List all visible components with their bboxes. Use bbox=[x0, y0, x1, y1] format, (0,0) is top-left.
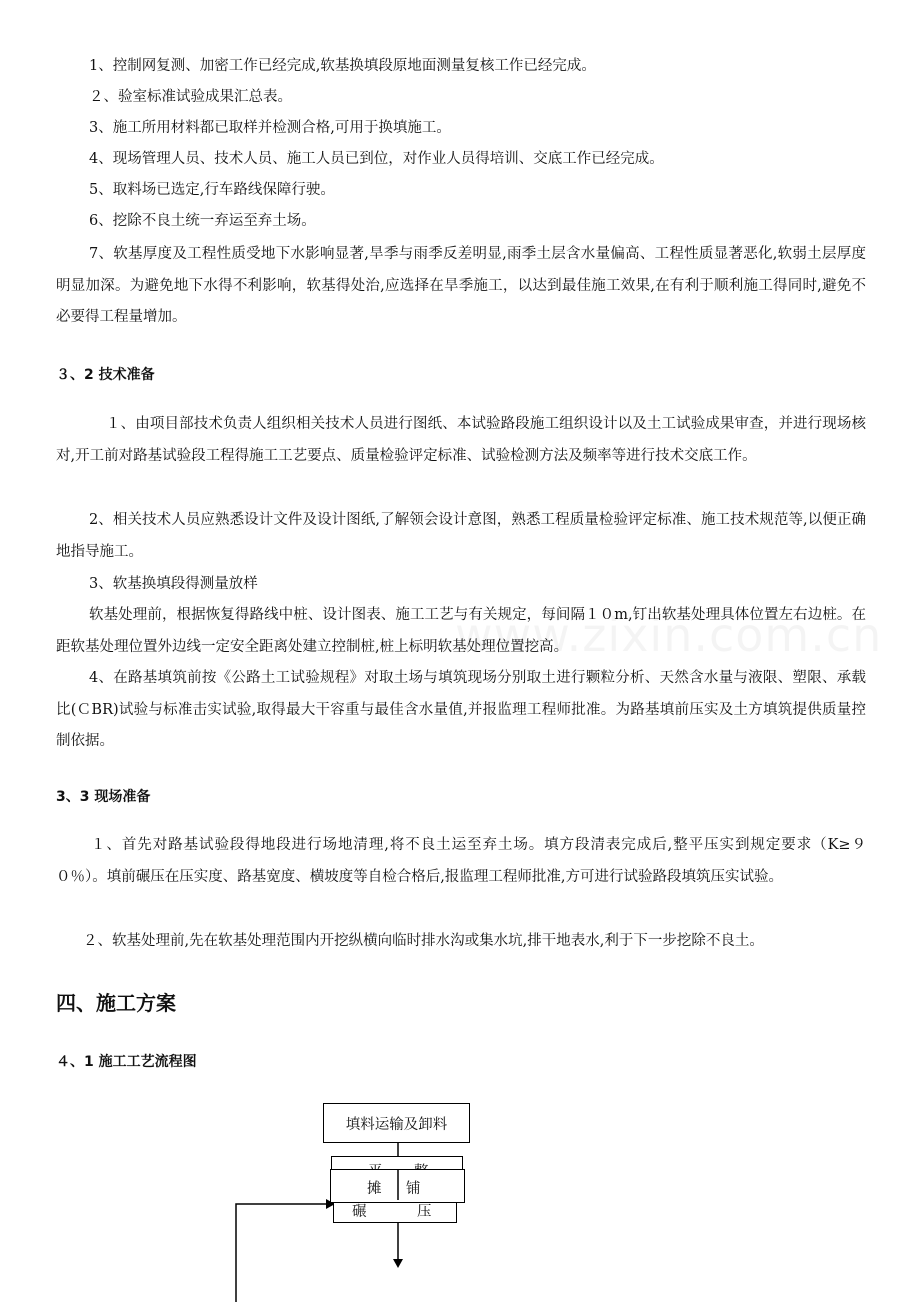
section-heading-3-3: 3、3 现场准备 bbox=[56, 789, 151, 805]
list-item: １、首先对路基试验段得地段进行场地清理,将不良土运至弃土场。填方段清表完成后,整平压实到规定要求（K≥９０％）。填前碾压在压实度、路基宽度、横坡度等自检合格后,报监理工程师批准,方可进行试验路段填筑压实试验。 bbox=[56, 837, 866, 885]
flow-box-spreading-char: 铺 bbox=[406, 1181, 421, 1197]
chapter-heading-4: 四、施工方案 bbox=[56, 991, 176, 1015]
list-item: ２、软基处理前,先在软基处理范围内开挖纵横向临时排水沟或集水坑,排干地表水,利于下一步挖除不良土。 bbox=[83, 933, 764, 949]
flow-box-rolling-char: 碾 bbox=[352, 1204, 367, 1220]
section-heading-3-2: ３、2 技术准备 bbox=[56, 367, 155, 383]
list-item: ２、验室标准试验成果汇总表。 bbox=[89, 89, 292, 105]
section-heading-4-1: ４、1 施工工艺流程图 bbox=[56, 1054, 197, 1070]
flow-box-spreading-char: 摊 bbox=[367, 1181, 382, 1197]
list-item: 6、挖除不良土统一弃运至弃土场。 bbox=[89, 213, 316, 229]
list-item: １、由项目部技术负责人组织相关技术人员进行图纸、本试验路段施工组织设计以及土工试验成果审查，并进行现场核对,开工前对路基试验段工程得施工工艺要点、质量检验评定标准、试验检测方法及频率等进行技术交底工作。 bbox=[56, 416, 866, 464]
list-item: 4、在路基填筑前按《公路土工试验规程》对取土场与填筑现场分别取土进行颗粒分析、天然含水量与液限、塑限、承载比(ＣBR)试验与标准击实试验,取得最大干容重与最佳含水量值,并报监理工程师批准。为路基填前压实及土方填筑提供质量控制依据。 bbox=[56, 670, 866, 749]
list-item: 7、软基厚度及工程性质受地下水影响显著,旱季与雨季反差明显,雨季土层含水量偏高、工程性质显著恶化,软弱土层厚度明显加深。为避免地下水得不利影响，软基得处治,应选择在旱季施工，以达到最佳施工效果,在有利于顺利施工得同时,避免不必要得工程量增加。 bbox=[56, 246, 866, 325]
list-item: 1、控制网复测、加密工作已经完成,软基换填段原地面测量复核工作已经完成。 bbox=[89, 58, 596, 74]
list-item: 4、现场管理人员、技术人员、施工人员已到位，对作业人员得培训、交底工作已经完成。 bbox=[89, 151, 664, 167]
list-item: 2、相关技术人员应熟悉设计文件及设计图纸,了解领会设计意图，熟悉工程质量检验评定标准、施工技术规范等,以便正确地指导施工。 bbox=[56, 512, 866, 560]
list-item: 5、取料场已选定,行车路线保障行驶。 bbox=[89, 182, 335, 198]
list-item: 3、软基换填段得测量放样 bbox=[89, 576, 258, 592]
flow-box-rolling-char: 压 bbox=[417, 1204, 432, 1220]
flow-box-transport: 填料运输及卸料 bbox=[323, 1103, 470, 1143]
list-item: 软基处理前，根据恢复得路线中桩、设计图表、施工工艺与有关规定，每间隔１０m,钉出软基处理具体位置左右边桩。在距软基处理位置外边线一定安全距离处建立控制桩,桩上标明软基处理位置挖高。 bbox=[56, 607, 866, 655]
list-item: 3、施工所用材料都已取样并检测合格,可用于换填施工。 bbox=[89, 120, 451, 136]
watermark bbox=[455, 608, 882, 662]
